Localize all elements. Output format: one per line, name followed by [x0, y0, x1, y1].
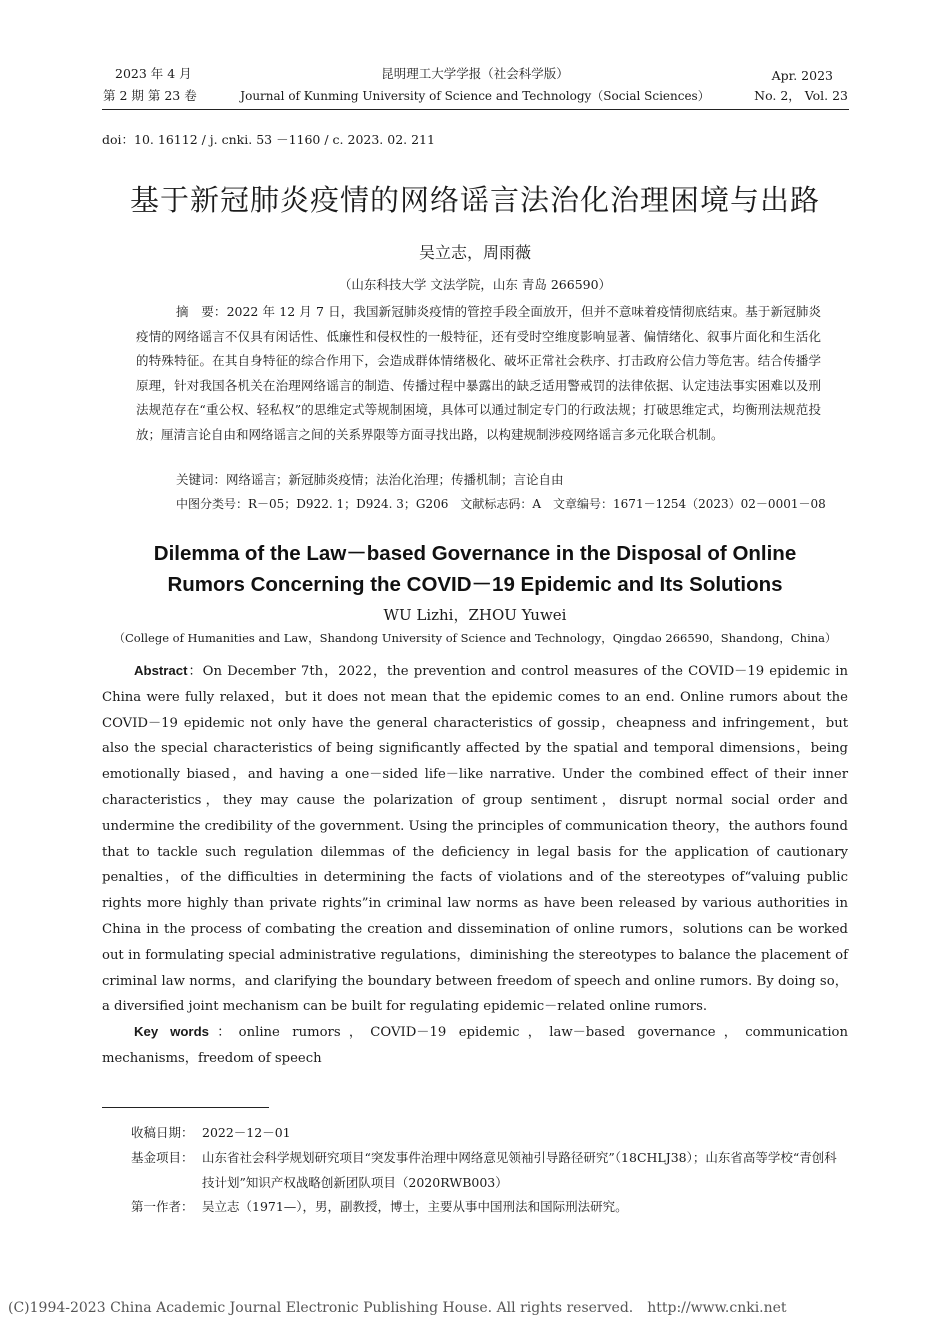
en-abstract-text: ：On December 7th，2022，the prevention and control measures of the COVID－19 epidemic in China were fully relaxed，but it does not mean that the epidemic comes to an end. Online rumors about the COVID－19 epidemic not only have the general characteristics of gossip，cheapness and infringement，but also the special characteristics of being significantly affected by the spatial and temporal dimensions，being emotionally biased，and having a one－sided life－like narrative. Under the combined effect of their inner characteristics，they may cause the polarization of group sentiment，disrupt normal social order and undermine the credibility of the government. Using the principles of communication theory，the authors found that to tackle such regulation dilemmas of the deficiency in legal basis for the application of cautionary penalties，of the difficulties in determining the facts of violations and of the stereotypes of“valuing public rights more highly than private rights”in criminal law norms as have been released by various authorities in China in the process of combating the creation and dissemination of online rumors，solutions can be worked out in formulating special administrative regulations，diminishing the stereotypes to balance the placement of criminal law norms，and clarifying the boundary between freedom of speech and online rumors. By doing so，a diversified joint mechanism can be built for regulating epidemic－related online rumors.	[102, 664, 848, 1015]
header-issue: 第 2 期 第 23 卷	[103, 88, 197, 103]
en-abstract-label: Abstract	[134, 663, 188, 678]
footnote-received-value: 2022－12－01	[202, 1125, 291, 1140]
header-date: 2023 年 4 月	[115, 66, 192, 81]
en-keywords	[102, 1019, 848, 1072]
cn-authors: 吴立志，周雨薇	[418, 243, 531, 262]
doi: doi：10. 16112 / j. cnki. 53 －1160 / c. 2023. 02. 211	[102, 132, 435, 147]
footnote-fund-label: 基金项目：	[131, 1150, 194, 1165]
en-title: Dilemma of the Law－based Governance in the Disposal of Online Rumors Concerning the COVID－19 Epidemic and Its Solutions	[153, 542, 797, 596]
cn-keywords	[176, 470, 564, 488]
cn-abstract-text: 2022 年 12 月 7 日，我国新冠肺炎疫情的管控手段全面放开，但并不意味着疫情彻底结束。基于新冠肺炎疫情的网络谣言不仅具有闲话性、低廉性和侵权性的一般特征，还有受时空维度影响显著、偏情绪化、叙事片面化和生活化的特殊特征。在其自身特征的综合作用下，会造成群体情绪极化、破坏正常社会秩序、打击政府公信力等危害。结合传播学原理，针对我国各机关在治理网络谣言的制造、传播过程中暴露出的缺乏适用警戒罚的法律依据、认定违法事实困难以及刑法规范存在“重公权、轻私权”的思维定式等规制困境，具体可以通过制定专门的行政法规；打破思维定式，均衡刑法规范投放；厘清言论自由和网络谣言之间的关系界限等方面寻找出路，以构建规制涉疫网络谣言多元化联合机制。	[136, 304, 821, 442]
footnote-author-value: 吴立志（1971—），男，副教授，博士，主要从事中国刑法和国际刑法研究。	[202, 1199, 628, 1214]
header-journal-cn: 昆明理工大学学报（社会科学版）	[381, 66, 569, 81]
cn-affiliation: （山东科技大学 文法学院，山东 青岛 266590）	[338, 277, 612, 292]
header-date-en: Apr. 2023	[771, 68, 833, 83]
footnote-author-label: 第一作者：	[131, 1199, 194, 1214]
cn-abstract-label: 摘 要：	[176, 304, 227, 319]
cn-classification: 中图分类号：R－05；D922. 1；D924. 3；G206 文献标志码：A 文章编号：1671－1254（2023）02－0001－08	[176, 497, 826, 511]
copyright-notice: (C)1994-2023 China Academic Journal Electronic Publishing House. All rights reserved. http://www.cnki.net	[8, 1300, 787, 1316]
cn-title: 基于新冠肺炎疫情的网络谣言法治化治理困境与出路	[129, 183, 820, 217]
en-keywords-text: ：online rumors，COVID－19 epidemic，law－based governance，communication mechanisms，freedom of speech	[102, 1025, 848, 1066]
footnote-fund-value: 山东省社会科学规划研究项目“突发事件治理中网络意见领袖引导路径研究”（18CHLJ38）；山东省高等学校“青创科技计划”知识产权战略创新团队项目（2020RWB003）	[202, 1150, 837, 1190]
footnote-rule	[102, 1107, 269, 1108]
en-authors: WU Lizhi，ZHOU Yuwei	[383, 606, 567, 624]
cn-abstract	[136, 300, 821, 447]
en-keywords-label: Key words	[134, 1024, 209, 1039]
footnote-received-label: 收稿日期：	[131, 1125, 194, 1140]
header-issue-en: No. 2， Vol. 23	[754, 88, 848, 103]
en-abstract	[102, 658, 848, 1020]
en-affiliation: （College of Humanities and Law，Shandong University of Science and Technology，Qingdao 266590，Shandong，China）	[113, 631, 837, 645]
header-journal-en: Journal of Kunming University of Science and Technology（Social Sciences）	[240, 89, 710, 103]
cn-keywords-label: 关键词：	[176, 472, 227, 487]
cn-keywords-text: 网络谣言；新冠肺炎疫情；法治化治理；传播机制；言论自由	[226, 472, 564, 487]
header-rule	[102, 109, 849, 110]
